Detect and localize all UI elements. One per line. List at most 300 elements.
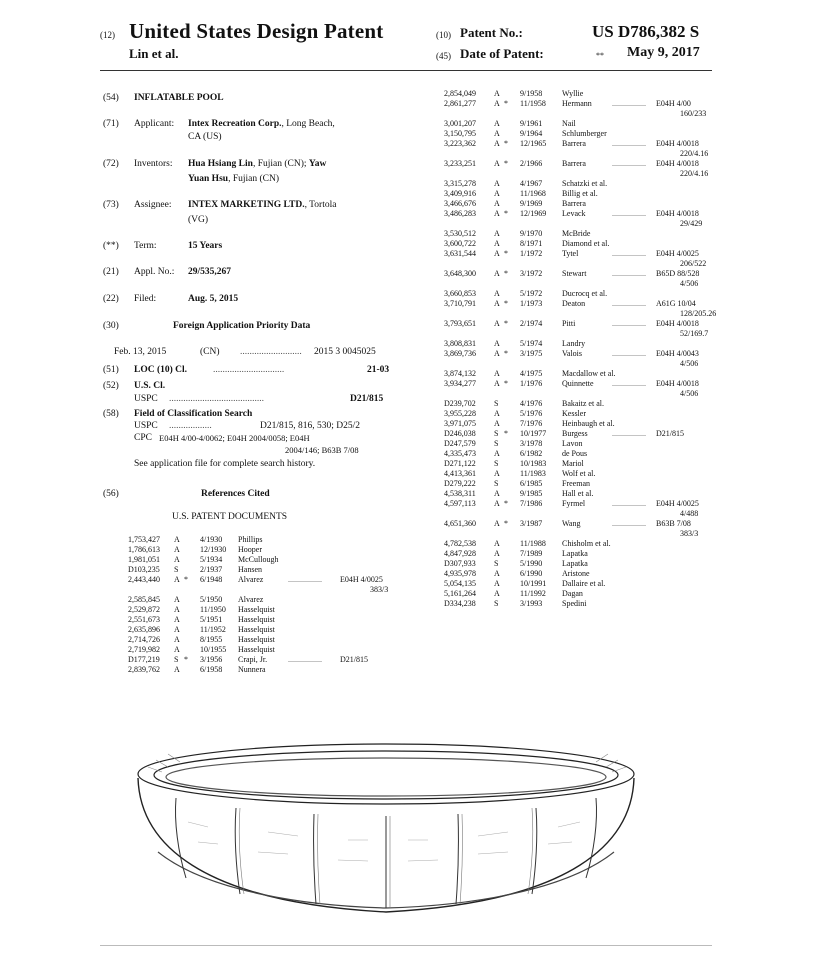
reference-kind: S [494,439,499,448]
reference-row-continued [444,259,716,269]
reference-kind: A [494,159,500,168]
reference-date: 4/1975 [520,369,543,378]
reference-kind: A [174,545,180,554]
reference-date: 6/1958 [200,665,223,674]
reference-row [444,179,716,189]
reference-name: Stewart [562,269,587,278]
reference-row [444,489,716,499]
inflatable-pool-drawing [128,732,648,932]
reference-number: 3,600,722 [444,239,476,248]
reference-number: 2,861,277 [444,99,476,108]
reference-kind: A [494,249,500,258]
field-code: (58) [103,409,119,419]
reference-row: 3,793,651 A * 2/1974 Pitti ................. E04H 4/0018 [444,319,699,328]
reference-date: 7/1986 [520,499,543,508]
reference-row: 3,233,251 A * 2/1966 Barrera ................. E04H 4/0018 [444,159,699,168]
filed-label: Filed: [134,294,157,304]
field-code: (72) [103,159,119,169]
reference-cited-by-examiner: * [504,139,508,148]
priority-number: 2015 3 0045025 [314,347,376,357]
reference-row [444,409,716,419]
reference-kind: A [494,339,500,348]
reference-date: 4/1930 [200,535,223,544]
reference-date: 3/1972 [520,269,543,278]
reference-row [128,615,398,625]
reference-row [128,645,398,655]
reference-row: 3,223,362 A * 12/1965 Barrera ................. E04H 4/0018 [444,139,699,148]
reference-subclass: 220/4.16 [680,149,709,158]
reference-kind: S [174,655,179,664]
term-label: Term: [134,241,157,251]
reference-number: 4,782,538 [444,539,476,548]
reference-name: Pitti [562,319,576,328]
applicant-location-2: CA (US) [188,132,222,142]
reference-cited-by-examiner: * [504,159,508,168]
reference-date: 11/1950 [200,605,226,614]
reference-row-continued [444,529,716,539]
appl-no-label: Appl. No.: [134,267,175,277]
reference-date: 3/1987 [520,519,543,528]
reference-name: Lapatka [562,549,588,558]
reference-name: Hansen [238,565,262,574]
reference-number: 3,631,544 [444,249,476,258]
reference-subclass: 383/3 [680,529,699,538]
reference-cited-by-examiner: * [504,209,508,218]
reference-class: E04H 4/0025 [656,249,699,258]
priority-country: (CN) [200,347,220,357]
reference-name: Kessler [562,409,586,418]
reference-name: McCullough [238,555,279,564]
assignee-location-2: (VG) [188,215,209,225]
reference-kind: A [494,579,500,588]
appl-no-value: 29/535,267 [188,267,232,277]
reference-row-continued [444,359,716,369]
reference-number: 4,413,361 [444,469,476,478]
reference-class: E04H 4/0018 [656,379,699,388]
reference-cited-by-examiner: * [504,499,508,508]
reference-row [444,239,716,249]
date-label: Date of Patent: [460,46,544,61]
reference-date: 3/1975 [520,349,543,358]
reference-row [444,459,716,469]
reference-kind: A [174,605,180,614]
reference-row: 3,648,300 A * 3/1972 Stewart ................. B65D 88/528 [444,269,700,278]
reference-number: 5,161,264 [444,589,476,598]
reference-date: 10/1991 [520,579,547,588]
reference-cited-by-examiner: * [184,655,188,664]
code-45: (45) [436,51,451,61]
search-cpc-value-2: 2004/146; B63B 7/08 [285,445,359,455]
reference-kind: A [494,269,500,278]
reference-number: 3,223,362 [444,139,476,148]
reference-row-continued [444,109,716,119]
reference-kind: S [494,479,499,488]
reference-date: 6/1948 [200,575,223,584]
reference-name: Fyrmel [562,499,586,508]
reference-kind: A [494,319,500,328]
reference-kind: A [494,409,500,418]
reference-number: 3,530,512 [444,229,476,238]
reference-row: 3,486,283 A * 12/1969 Levack ................. E04H 4/0018 [444,209,699,218]
reference-name: Hall et al. [562,489,594,498]
reference-date: 5/1990 [520,559,543,568]
field-code: (54) [103,93,119,103]
date-mark: ** [596,51,604,60]
reference-date: 5/1974 [520,339,543,348]
reference-class: E04H 4/0018 [656,319,699,328]
reference-date: 10/1983 [520,459,547,468]
reference-name: Aristone [562,569,590,578]
reference-date: 9/1985 [520,489,543,498]
reference-date: 6/1990 [520,569,543,578]
search-field-label: Field of Classification Search [134,409,253,419]
reference-kind: A [494,209,500,218]
reference-cited-by-examiner: * [504,349,508,358]
reference-name: Hasselquist [238,635,275,644]
reference-cited-by-examiner: * [504,269,508,278]
reference-name: Mariol [562,459,584,468]
reference-row [444,339,716,349]
reference-date: 5/1950 [200,595,223,604]
inventor-1: Hua Hsiang Lin [188,159,253,169]
reference-kind: A [494,369,500,378]
reference-name: Barrera [562,199,586,208]
reference-name: Ducrocq et al. [562,289,608,298]
reference-date: 12/1969 [520,209,547,218]
reference-date: 11/1958 [520,99,546,108]
reference-name: McBride [562,229,591,238]
reference-class: E04H 4/00 [656,99,691,108]
reference-class: E04H 4/0043 [656,349,699,358]
reference-number: 3,934,277 [444,379,476,388]
reference-kind: S [494,559,499,568]
reference-row [444,369,716,379]
reference-number: D307,933 [444,559,476,568]
reference-date: 11/1952 [200,625,226,634]
reference-number: 3,710,791 [444,299,476,308]
priority-row: Feb. 13, 2015 (CN) .......................... 2015 3 0045025 [114,347,376,357]
reference-kind: A [494,449,500,458]
reference-date: 9/1970 [520,229,543,238]
reference-name: Valois [562,349,582,358]
reference-row [128,635,398,645]
reference-kind: A [494,189,500,198]
reference-subclass: 220/4.16 [680,169,709,178]
reference-subclass: 383/3 [370,585,389,594]
reference-kind: S [494,429,499,438]
reference-subclass: 4/488 [680,509,699,518]
reference-number: 2,635,896 [128,625,160,634]
reference-kind: A [494,179,500,188]
reference-number: 5,054,135 [444,579,476,588]
reference-kind: A [174,615,180,624]
field-21 [103,266,232,278]
reference-number: 3,409,916 [444,189,476,198]
reference-name: Chisholm et al. [562,539,611,548]
reference-kind: S [494,399,499,408]
reference-number: 2,854,049 [444,89,476,98]
reference-name: de Pous [562,449,588,458]
field-code: (21) [103,267,119,277]
applicant-label: Applicant: [134,119,175,129]
reference-kind: A [494,199,500,208]
reference-name: Schatzki et al. [562,179,608,188]
reference-class: E04H 4/0018 [656,139,699,148]
reference-date: 5/1934 [200,555,223,564]
reference-kind: A [174,645,180,654]
reference-number: 2,551,673 [128,615,160,624]
reference-date: 9/1958 [520,89,543,98]
reference-kind: A [174,625,180,634]
loc-value: 21-03 [367,365,390,375]
reference-name: Hasselquist [238,645,275,654]
uspc-value: D21/815 [350,394,384,404]
field-code: (22) [103,294,119,304]
reference-kind: A [494,489,500,498]
footer-rule [100,945,712,946]
reference-kind: A [494,419,500,428]
reference-date: 7/1976 [520,419,543,428]
reference-row-continued [444,279,716,289]
reference-name: Wyllie [562,89,584,98]
reference-class: A61G 10/04 [656,299,696,308]
reference-number: 2,529,872 [128,605,160,614]
reference-number: 3,648,300 [444,269,476,278]
reference-number: 3,315,278 [444,179,476,188]
reference-kind: A [494,499,500,508]
reference-row [128,605,398,615]
term-value: 15 Years [188,241,223,251]
reference-row [444,449,716,459]
reference-row [444,189,716,199]
assignee-location: , Tortola [304,200,337,210]
reference-date: 6/1982 [520,449,543,458]
reference-kind: A [494,549,500,558]
reference-kind: A [494,299,500,308]
reference-number: D279,222 [444,479,476,488]
field-54 [103,92,224,104]
reference-name: Hooper [238,545,262,554]
us-patent-documents-heading: U.S. PATENT DOCUMENTS [172,512,288,522]
reference-name: Lapatka [562,559,588,568]
reference-name: Wolf et al. [562,469,596,478]
reference-date: 9/1964 [520,129,543,138]
inventor-short: Lin et al. [129,46,179,61]
reference-name: Diamond et al. [562,239,610,248]
reference-cited-by-examiner: * [504,99,508,108]
search-uspc-value: D21/815, 816, 530; D25/2 [260,421,361,431]
reference-row [444,589,716,599]
reference-number: 4,935,978 [444,569,476,578]
reference-row [444,439,716,449]
reference-row [444,399,716,409]
reference-row-continued [444,219,716,229]
reference-date: 4/1967 [520,179,543,188]
reference-number: 1,981,051 [128,555,160,564]
reference-number: 2,839,762 [128,665,160,674]
reference-kind: A [494,539,500,548]
reference-row-continued [444,149,716,159]
inventors-label: Inventors: [134,159,173,169]
references-left-list [128,535,398,675]
reference-name: Freeman [562,479,590,488]
reference-subclass: 52/169.7 [680,329,709,338]
reference-class: B65D 88/528 [656,269,700,278]
reference-row: 3,934,277 A * 1/1976 Quinnette ................. E04H 4/0018 [444,379,699,388]
search-history-note: See application file for complete search history. [134,459,316,469]
reference-name: Dagan [562,589,583,598]
reference-number: 2,719,982 [128,645,160,654]
field-52: (52) U.S. Cl. USPC ........................................ D21/815 [103,381,384,404]
reference-row: 3,631,544 A * 1/1972 Tytel ................. E04H 4/0025 [444,249,699,258]
reference-date: 11/1983 [520,469,546,478]
reference-row: 3,710,791 A * 1/1973 Deaton ................. A61G 10/04 [444,299,696,308]
reference-number: 4,335,473 [444,449,476,458]
reference-row [444,599,716,609]
reference-name: Spedini [562,599,587,608]
reference-subclass: 160/233 [680,109,707,118]
field-code: (56) [103,489,119,499]
reference-date: 8/1971 [520,239,543,248]
reference-row-continued [444,509,716,519]
reference-number: 3,466,676 [444,199,476,208]
header-rule [100,70,712,71]
reference-subclass: 29/429 [680,219,703,228]
applicant-location: , Long Beach, [281,119,335,129]
priority-title: Foreign Application Priority Data [173,321,311,331]
reference-cited-by-examiner: * [504,379,508,388]
reference-row: 2,861,277 A * 11/1958 Hermann ................. E04H 4/00 [444,99,691,108]
assignee-label: Assignee: [134,200,172,210]
reference-kind: A [494,99,500,108]
reference-name: Landry [562,339,586,348]
reference-number: 3,955,228 [444,409,476,418]
reference-name: Levack [562,209,586,218]
reference-number: D177,219 [128,655,160,664]
field-22 [103,293,239,305]
reference-cited-by-examiner: * [504,519,508,528]
reference-kind: S [494,459,499,468]
reference-date: 6/1985 [520,479,543,488]
patent-number: US D786,382 S [592,22,700,41]
reference-kind: A [494,239,500,248]
reference-number: D334,238 [444,599,476,608]
reference-cited-by-examiner: * [504,249,508,258]
reference-name: Hasselquist [238,605,275,614]
reference-row [444,199,716,209]
reference-name: Quinnette [562,379,594,388]
loc-label: LOC (10) Cl. [134,365,188,375]
reference-kind: A [494,469,500,478]
reference-cited-by-examiner: * [184,575,188,584]
applicant-name: Intex Recreation Corp. [188,119,282,129]
reference-row [444,89,716,99]
reference-number: 2,585,845 [128,595,160,604]
reference-number: 4,597,113 [444,499,476,508]
reference-date: 7/1989 [520,549,543,558]
reference-row [128,625,398,635]
reference-name: Barrera [562,139,586,148]
reference-number: D103,235 [128,565,160,574]
field-58: (58) Field of Classification Search USPC .................. D21/815, 816, 530; D25/2 CPC E04H 4/00-4/0062; E04H 2004/0058; E04H 2004/146; B63B 7/08 See application file for complete search history. [103,409,361,469]
reference-date: 3/1956 [200,655,223,664]
reference-kind: A [174,635,180,644]
reference-date: 5/1972 [520,289,543,298]
patent-date: May 9, 2017 [627,45,700,60]
reference-row [444,469,716,479]
reference-name: Crapi, Jr. [238,655,268,664]
reference-date: 1/1972 [520,249,543,258]
reference-date: 8/1955 [200,635,223,644]
reference-class: D21/815 [340,655,368,664]
reference-date: 5/1976 [520,409,543,418]
reference-row: 3,869,736 A * 3/1975 Valois ................. E04H 4/0043 [444,349,699,358]
reference-row [128,545,398,555]
field-code: (52) [103,381,119,391]
reference-kind: A [494,519,500,528]
reference-row: 2,443,440 A * 6/1948 Alvarez ................. E04H 4/0025 [128,575,383,584]
reference-subclass: 128/205.26 [680,309,717,318]
reference-date: 5/1951 [200,615,223,624]
reference-name: Nunnera [238,665,266,674]
reference-name: Alvarez [238,595,264,604]
reference-number: 3,971,075 [444,419,476,428]
reference-row [128,555,398,565]
reference-name: Schlumberger [562,129,607,138]
code-12: (12) [100,30,115,40]
reference-date: 3/1993 [520,599,543,608]
reference-kind: A [494,569,500,578]
reference-row [444,119,716,129]
reference-kind: A [494,89,500,98]
search-uspc-label: USPC [134,421,158,431]
reference-row [444,289,716,299]
reference-kind: S [494,599,499,608]
reference-kind: A [174,555,180,564]
reference-kind: A [494,139,500,148]
reference-name: Tytel [562,249,579,258]
reference-kind: A [174,665,180,674]
field-51: (51) LOC (10) Cl. .............................. 21-03 [103,365,390,375]
reference-row [444,539,716,549]
reference-name: Hasselquist [238,625,275,634]
reference-number: 1,753,427 [128,535,160,544]
reference-date: 12/1965 [520,139,547,148]
reference-date: 4/1976 [520,399,543,408]
reference-number: 3,793,651 [444,319,476,328]
reference-date: 11/1988 [520,539,546,548]
reference-kind: A [174,575,180,584]
reference-number: 4,538,311 [444,489,476,498]
reference-subclass: 4/506 [680,389,699,398]
reference-row [444,559,716,569]
reference-number: 3,874,132 [444,369,476,378]
reference-row [444,129,716,139]
patent-no-label: Patent No.: [460,25,523,40]
reference-date: 10/1977 [520,429,547,438]
reference-name: Deaton [562,299,586,308]
field-73 [103,199,337,225]
reference-number: 3,808,831 [444,339,476,348]
reference-name: Lavon [562,439,583,448]
reference-row-continued [444,389,716,399]
reference-number: 4,651,360 [444,519,476,528]
reference-class: D21/815 [656,429,684,438]
reference-date: 1/1976 [520,379,543,388]
reference-date: 9/1969 [520,199,543,208]
reference-row-continued [444,309,716,319]
reference-number: 2,443,440 [128,575,160,584]
